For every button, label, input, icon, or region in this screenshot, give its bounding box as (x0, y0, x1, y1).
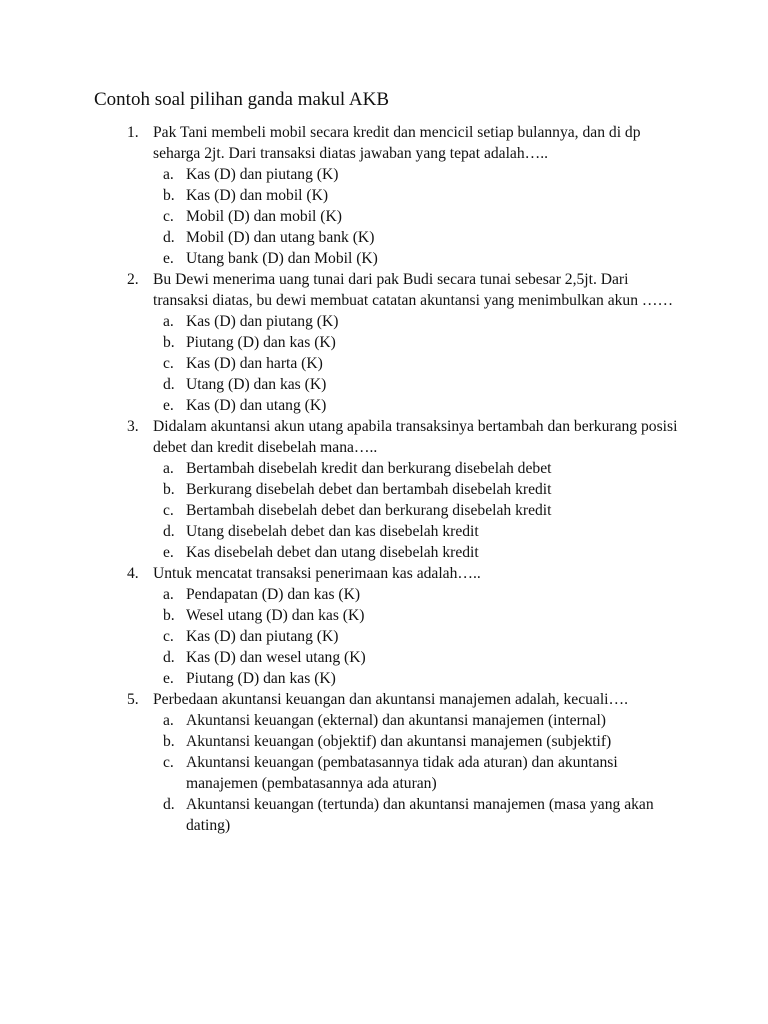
option-letter: a. (163, 460, 174, 477)
option-letter: e. (163, 670, 174, 687)
option-text: Pendapatan (D) dan kas (K) (186, 586, 361, 603)
question-1 (125, 122, 685, 269)
option-text: Kas (D) dan mobil (K) (186, 187, 329, 204)
option-letter: d. (163, 229, 175, 246)
option-letter: c. (163, 208, 174, 225)
option-letter: a. (163, 712, 174, 729)
question-list (125, 122, 685, 836)
question-4 (125, 563, 685, 689)
option-text: Akuntansi keuangan (ekternal) dan akuntansi manajemen (internal) (186, 712, 607, 729)
option-text: Berkurang disebelah debet dan bertambah disebelah kredit (186, 481, 552, 498)
option-text: Kas (D) dan utang (K) (186, 397, 327, 414)
option-list (153, 458, 685, 563)
option-item (153, 395, 685, 416)
option-item (153, 542, 685, 563)
option-item (153, 311, 685, 332)
question-number: 5. (127, 691, 139, 708)
question-text: Pak Tani membeli mobil secara kredit dan mencicil setiap bulannya, dan di dp seharga 2jt. Dari transaksi diatas jawaban yang tepat adalah….. (153, 124, 641, 162)
option-item (153, 332, 685, 353)
option-item (153, 794, 685, 836)
option-letter: d. (163, 376, 175, 393)
option-letter: a. (163, 166, 174, 183)
document-title: Contoh soal pilihan ganda makul AKB (94, 89, 390, 110)
option-item (153, 374, 685, 395)
option-text: Akuntansi keuangan (pembatasannya tidak ada aturan) dan akuntansi manajemen (pembatasannya ada aturan) (186, 754, 618, 792)
option-text: Piutang (D) dan kas (K) (186, 670, 336, 687)
option-text: Kas (D) dan harta (K) (186, 355, 323, 372)
option-text: Kas (D) dan piutang (K) (186, 628, 339, 645)
option-letter: c. (163, 502, 174, 519)
option-text: Bertambah disebelah kredit dan berkurang disebelah debet (186, 460, 552, 477)
option-letter: b. (163, 733, 175, 750)
option-item (153, 185, 685, 206)
option-item (153, 164, 685, 185)
option-item (153, 479, 685, 500)
option-letter: e. (163, 250, 174, 267)
option-text: Mobil (D) dan utang bank (K) (186, 229, 375, 246)
option-text: Wesel utang (D) dan kas (K) (186, 607, 365, 624)
option-item (153, 458, 685, 479)
option-letter: b. (163, 334, 175, 351)
question-text: Untuk mencatat transaksi penerimaan kas adalah….. (153, 565, 481, 582)
option-text: Bertambah disebelah debet dan berkurang disebelah kredit (186, 502, 552, 519)
option-letter: c. (163, 355, 174, 372)
option-text: Mobil (D) dan mobil (K) (186, 208, 342, 225)
option-list (153, 584, 685, 689)
option-text: Kas disebelah debet dan utang disebelah kredit (186, 544, 479, 561)
option-letter: a. (163, 586, 174, 603)
question-5 (125, 689, 685, 836)
option-text: Kas (D) dan wesel utang (K) (186, 649, 366, 666)
option-list (153, 164, 685, 269)
option-item (153, 668, 685, 689)
option-text: Utang bank (D) dan Mobil (K) (186, 250, 378, 267)
question-2 (125, 269, 685, 416)
option-item (153, 521, 685, 542)
option-item (153, 353, 685, 374)
option-letter: e. (163, 397, 174, 414)
option-item (153, 605, 685, 626)
option-letter: b. (163, 187, 175, 204)
question-text: Didalam akuntansi akun utang apabila transaksinya bertambah dan berkurang posisi debet dan kredit disebelah mana….. (153, 418, 678, 456)
option-list (153, 311, 685, 416)
option-letter: c. (163, 628, 174, 645)
option-text: Utang disebelah debet dan kas disebelah kredit (186, 523, 479, 540)
option-letter: c. (163, 754, 174, 771)
option-letter: d. (163, 649, 175, 666)
option-item (153, 731, 685, 752)
question-3 (125, 416, 685, 563)
option-item (153, 500, 685, 521)
option-letter: b. (163, 607, 175, 624)
question-number: 1. (127, 124, 139, 141)
option-item (153, 710, 685, 731)
option-item (153, 647, 685, 668)
option-item (153, 227, 685, 248)
option-letter: a. (163, 313, 174, 330)
option-text: Kas (D) dan piutang (K) (186, 313, 339, 330)
option-text: Utang (D) dan kas (K) (186, 376, 327, 393)
option-item (153, 248, 685, 269)
question-number: 4. (127, 565, 139, 582)
option-item (153, 626, 685, 647)
question-number: 2. (127, 271, 139, 288)
option-text: Akuntansi keuangan (objektif) dan akuntansi manajemen (subjektif) (186, 733, 612, 750)
option-item (153, 584, 685, 605)
option-letter: d. (163, 523, 175, 540)
option-item (153, 752, 685, 794)
option-letter: b. (163, 481, 175, 498)
option-text: Akuntansi keuangan (tertunda) dan akuntansi manajemen (masa yang akan dating) (186, 796, 654, 834)
option-list (153, 710, 685, 836)
question-text: Perbedaan akuntansi keuangan dan akuntansi manajemen adalah, kecuali…. (153, 691, 628, 708)
question-number: 3. (127, 418, 139, 435)
option-letter: d. (163, 796, 175, 813)
question-text: Bu Dewi menerima uang tunai dari pak Budi secara tunai sebesar 2,5jt. Dari transaksi diatas, bu dewi membuat catatan akuntansi yang menimbulkan akun …… (153, 271, 674, 309)
option-text: Piutang (D) dan kas (K) (186, 334, 336, 351)
option-letter: e. (163, 544, 174, 561)
option-item (153, 206, 685, 227)
option-text: Kas (D) dan piutang (K) (186, 166, 339, 183)
